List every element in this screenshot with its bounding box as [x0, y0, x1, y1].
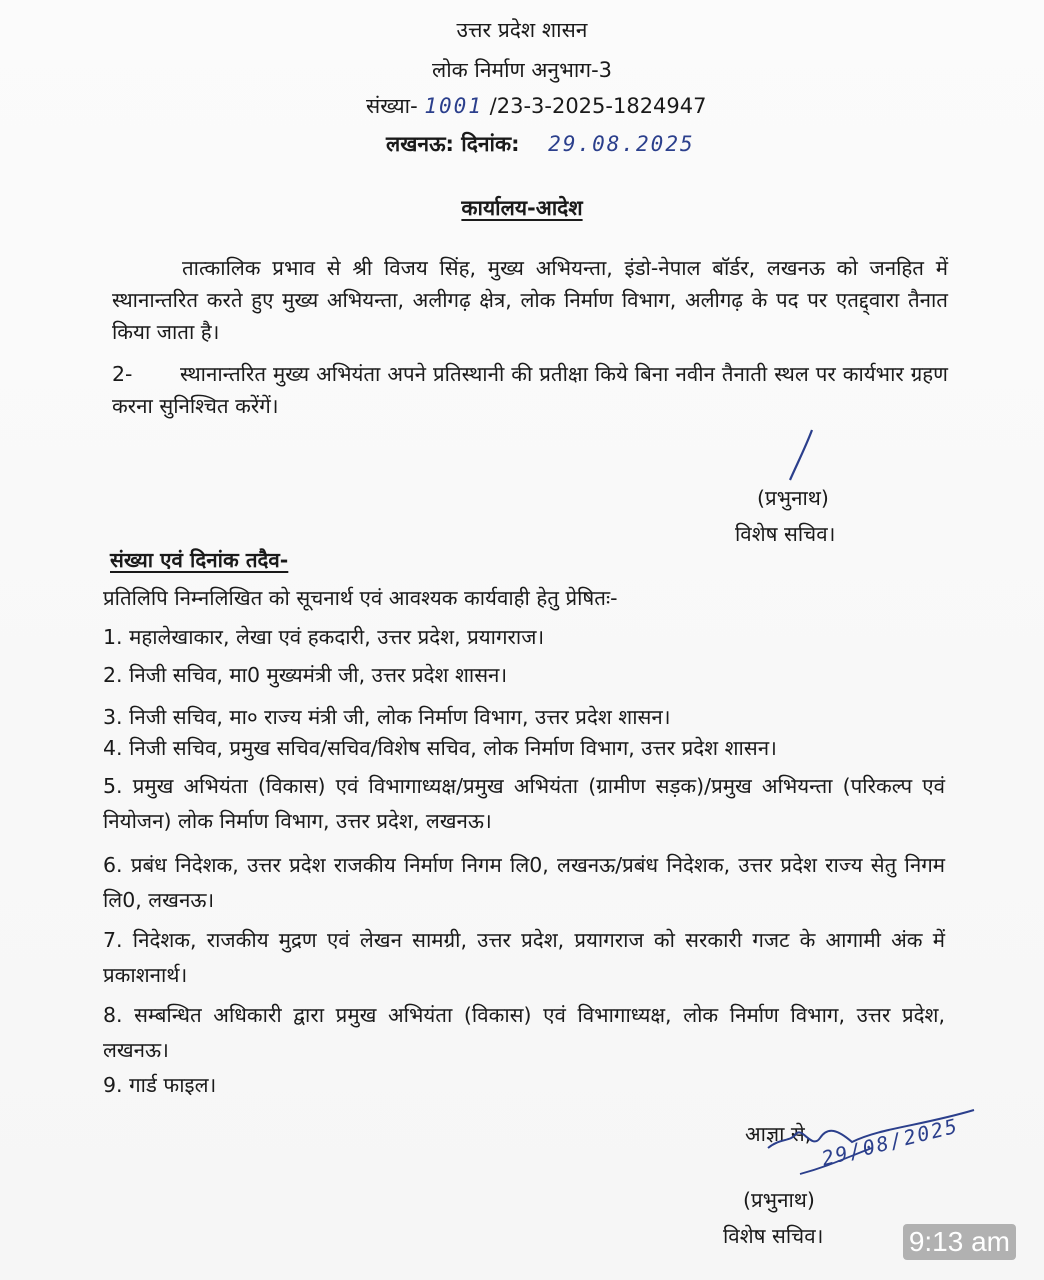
order-number: [366, 92, 707, 120]
order-paragraph-1: तात्कालिक प्रभाव से श्री विजय सिंह, मुख्य अभियन्ता, इंडो-नेपाल बॉर्डर, लखनऊ को जनहित में स्थानान्तरित करते हुए मुख्य अभियन्ता, अलीगढ़ क्षेत्र, लोक निर्माण विभाग, अलीगढ़ के पद पर एतद्द्वारा तैनात किया जाता है।: [112, 256, 948, 344]
order-paragraph-2: [112, 358, 948, 422]
list-item: 5. प्रमुख अभियंता (विकास) एवं विभागाध्यक्ष/प्रमुख अभियंता (ग्रामीण सड़क)/प्रमुख अभियन्ता (परिकल्प एवं नियोजन) लोक निर्माण विभाग, उत्तर प्रदेश, लखनऊ।: [103, 774, 945, 833]
copy-intro: प्रतिलिपि निम्नलिखित को सूचनार्थ एवं आवश्यक कार्यवाही हेतु प्रेषितः-: [103, 586, 618, 610]
list-item: 3. निजी सचिव, मा० राज्य मंत्री जी, लोक निर्माण विभाग, उत्तर प्रदेश शासन।: [103, 705, 671, 729]
list-item: 6. प्रबंध निदेशक, उत्तर प्रदेश राजकीय निर्माण निगम लि0, लखनऊ/प्रबंध निदेशक, उत्तर प्रदेश राज्य सेतु निगम लि0, लखनऊ।: [103, 853, 945, 912]
list-item: 9. गार्ड फाइल।: [103, 1073, 217, 1097]
list-item: 2. निजी सचिव, मा0 मुख्यमंत्री जी, उत्तर प्रदेश शासन।: [103, 663, 508, 687]
list-item: 1. महालेखाकार, लेखा एवं हकदारी, उत्तर प्रदेश, प्रयागराज।: [103, 625, 545, 649]
order-number-label: संख्या-: [366, 94, 418, 118]
list-item: 4. निजी सचिव, प्रमुख सचिव/सचिव/विशेष सचिव, लोक निर्माण विभाग, उत्तर प्रदेश शासन।: [103, 736, 777, 760]
order-title: कार्यालय-आदेश: [461, 196, 583, 220]
government-title: उत्तर प्रदेश शासन: [456, 18, 588, 42]
handwritten-date: 29/08/2025: [819, 1113, 962, 1171]
section-title: लोक निर्माण अनुभाग-3: [431, 58, 613, 82]
by-order-label: आज्ञा से,: [745, 1122, 812, 1146]
status-time: 9:13 am: [903, 1224, 1016, 1260]
date-handwritten: 29.08.2025: [548, 132, 695, 156]
order-number-suffix: /23-3-2025-1824947: [489, 94, 707, 118]
signer-designation: विशेष सचिव।: [735, 522, 836, 546]
paragraph-2-number: 2-: [112, 362, 133, 386]
signer2-name: (प्रभुनाथ): [743, 1188, 815, 1212]
list-item: 7. निदेशक, राजकीय मुद्रण एवं लेखन सामग्री, उत्तर प्रदेश, प्रयागराज को सरकारी गजट के आगामी अंक में प्रकाशनार्थ।: [103, 928, 945, 987]
order-number-handwritten: 1001: [424, 94, 483, 118]
paragraph-2-text: स्थानान्तरित मुख्य अभियंता अपने प्रतिस्थानी की प्रतीक्षा किये बिना नवीन तैनाती स्थल पर कार्यभार ग्रहण करना सुनिश्चित करेंगें।: [112, 362, 948, 418]
signer-name: (प्रभुनाथ): [757, 486, 829, 510]
place-date-label: लखनऊ: दिनांक:: [386, 132, 520, 156]
copy-heading: संख्या एवं दिनांक तदैव-: [110, 548, 289, 572]
signer2-designation: विशेष सचिव।: [723, 1224, 824, 1248]
signature-mark: [780, 428, 820, 484]
list-item: 8. सम्बन्धित अधिकारी द्वारा प्रमुख अभियंता (विकास) एवं विभागाध्यक्ष, लोक निर्माण विभाग, उत्तर प्रदेश, लखनऊ।: [103, 1003, 945, 1062]
place-date: [386, 130, 695, 158]
